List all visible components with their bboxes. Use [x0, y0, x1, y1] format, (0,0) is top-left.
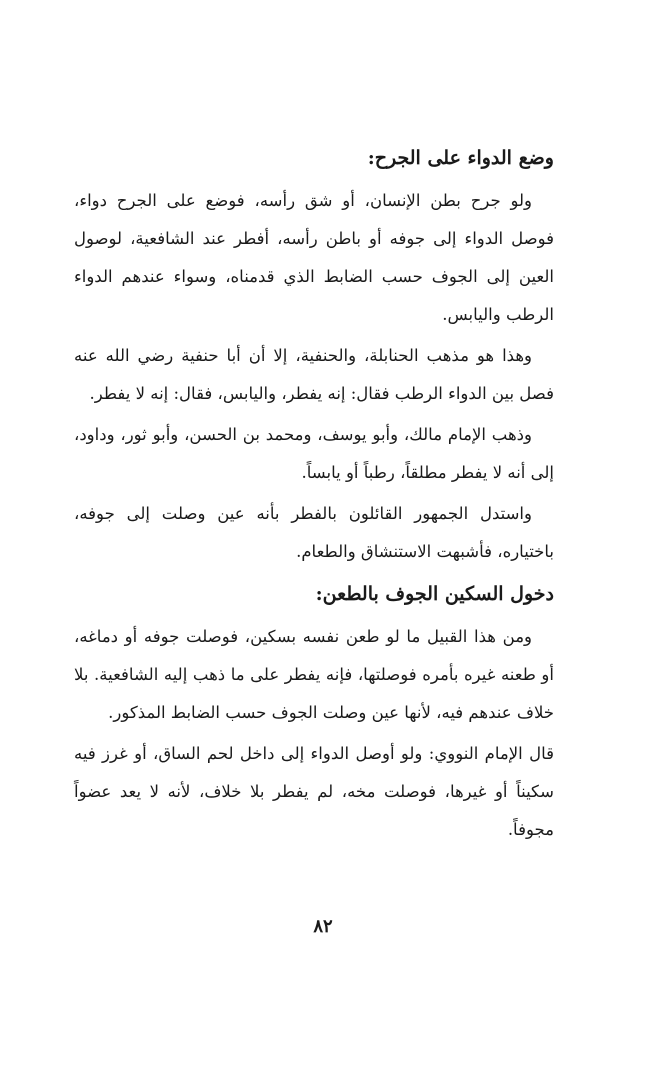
paragraph: وهذا هو مذهب الحنابلة، والحنفية، إلا أن أبا حنفية رضي الله عنه فصل بين الدواء الرطب فقال: إنه يفطر، واليابس، فقال: إنه لا يفطر. [74, 346, 554, 403]
page-number: ٨٢ [313, 916, 333, 937]
paragraph: ومن هذا القبيل ما لو طعن نفسه بسكين، فوصلت جوفه أو دماغه، أو طعنه غيره بأمره فوصلتها، فإنه يفطر على ما ذهب إليه الشافعية. بلا خلاف عندهم فيه، لأنها عين وصلت الجوف حسب الضابط المذكور. [74, 627, 554, 722]
paragraph: ولو جرح بطن الإنسان، أو شق رأسه، فوضع على الجرح دواء، فوصل الدواء إلى جوفه أو باطن رأسه، أفطر عند الشافعية، لوصول العين إلى الجوف حسب الضابط الذي قدمناه، وسواء عندهم الدواء الرطب واليابس. [74, 191, 554, 324]
paragraph: قال الإمام النووي: ولو أوصل الدواء إلى داخل لحم الساق، أو غرز فيه سكيناً أو غيرها، فوصلت مخه، لم يفطر بلا خلاف، لأنه لا يعد عضواً مجوفاً. [74, 744, 554, 839]
section-heading-knife-stab: دخول السكين الجوف بالطعن: [315, 583, 554, 605]
paragraph: وذهب الإمام مالك، وأبو يوسف، ومحمد بن الحسن، وأبو ثور، وداود، إلى أنه لا يفطر مطلقاً، رطباً أو يابساً. [74, 425, 554, 482]
paragraph: واستدل الجمهور القائلون بالفطر بأنه عين وصلت إلى جوفه، باختياره، فأشبهت الاستنشاق والطعام. [74, 504, 554, 561]
page-body [74, 138, 554, 852]
section-heading-wound-medicine: وضع الدواء على الجرح: [367, 147, 554, 169]
